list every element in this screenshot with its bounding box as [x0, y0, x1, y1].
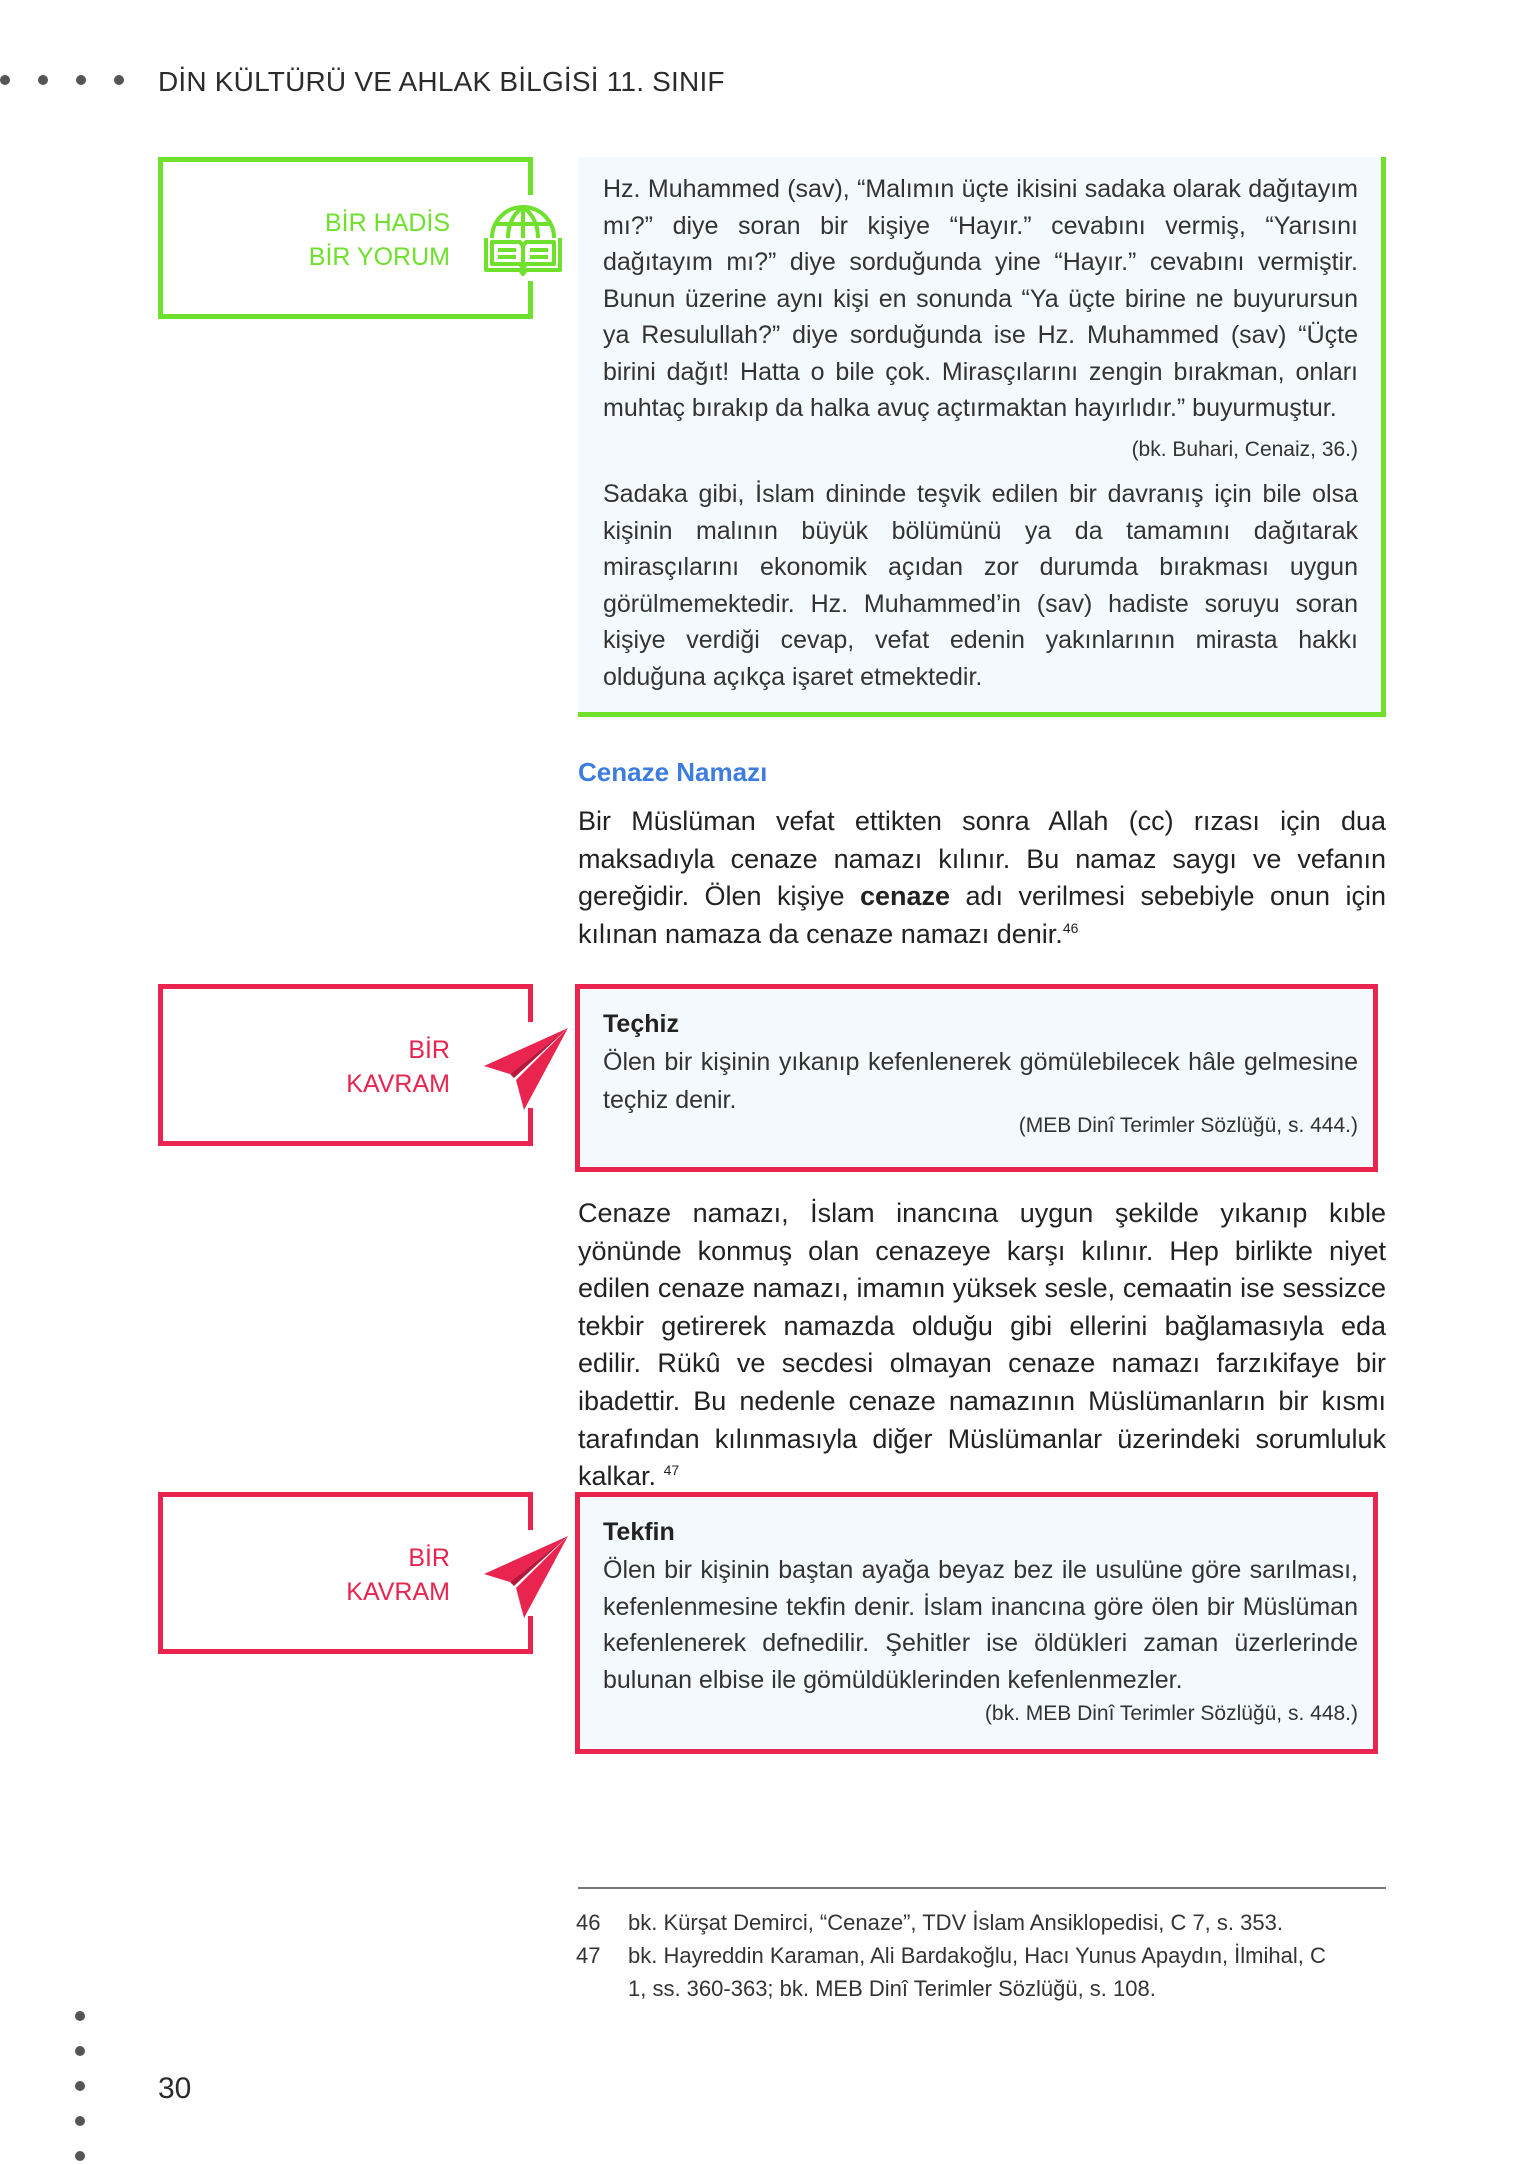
kavram2-source: (bk. MEB Dinî Terimler Sözlüğü, s. 448.)	[984, 1702, 1358, 1725]
kavram2-label-line2: KAVRAM	[346, 1578, 450, 1606]
hadis-label-line1: BİR HADİS	[324, 209, 450, 237]
globe-book-icon	[480, 198, 566, 287]
footnote-number: 46	[576, 1910, 601, 1935]
kavram1-label-line1: BİR	[408, 1036, 450, 1064]
section-title: Cenaze Namazı	[578, 757, 768, 787]
kavram2-definition: Ölen bir kişinin baştan ayağa beyaz bez ile usulüne göre sarılması, kefenlenmesine tekfin denir. İslam inancına göre ölen bir Müslüman kefenlenerek defnedilir. Şehitler ise öldükleri zaman üzerlerinde bulunan elbise ile gömüldüklerinden kefenlenmezler.	[603, 1556, 1358, 1694]
kavram2-term: Tekfin	[603, 1518, 675, 1546]
kavram1-definition: Ölen bir kişinin yıkanıp kefenlenerek gömülebilecek hâle gelmesine teçhiz denir.	[603, 1048, 1358, 1114]
footnote-divider	[578, 1887, 1386, 1889]
hadis-comment: Sadaka gibi, İslam dininde teşvik edilen bir davranış için bile olsa kişinin malının büyük bölümünü ya da tamamını dağıtarak mirasçılarını ekonomik açıdan zor durumda bırakması uygun görülmemektedir. Hz. Muhammed’in (sav) hadiste soruyu soran kişiye verdiği cevap, vefat edenin yakınlarının mirasta hakkı olduğuna açıkça işaret etmektedir.	[603, 480, 1358, 691]
paragraph-1-text-a: Bir Müslüman vefat ettikten sonra Allah (cc) rızası için dua maksadıyla cenaze namazı kılınır. Bu namaz saygı ve vefanın gereğidir. Ölen kişiye	[578, 806, 1386, 912]
footnote-ref-47[interactable]: 47	[663, 1462, 680, 1479]
keyword-cenaze: cenaze	[859, 881, 951, 912]
kavram2-label	[260, 1541, 450, 1609]
section-paragraph-1	[578, 803, 1386, 953]
paragraph-1-text-b: adı verilmesi sebebiyle onun için kılınan namaza da cenaze namazı denir.	[578, 881, 1386, 949]
kavram1-term: Teçhiz	[603, 1010, 679, 1038]
kavram1-label-line2: KAVRAM	[346, 1070, 450, 1098]
paper-plane-icon	[480, 1532, 572, 1627]
section-paragraph-2	[578, 1195, 1386, 1496]
paper-plane-icon	[480, 1024, 572, 1119]
footnote-text: bk. Hayreddin Karaman, Ali Bardakoğlu, Hacı Yunus Apaydın, İlmihal, C 1, ss. 360-363; bk. MEB Dinî Terimler Sözlüğü, s. 108.	[628, 1943, 1326, 2001]
footnote-number: 47	[576, 1943, 601, 1968]
paragraph-2-text: Cenaze namazı, İslam inancına uygun şekilde yıkanıp kıble yönünde konmuş olan cenazeye karşı kılınır. Hep birlikte niyet edilen cenaze namazı, imamın yüksek sesle, cemaatin ise sessizce tekbir getirerek namazda olduğu gibi ellerini bağlamasıyla eda edilir. Rükû ve secdesi olmayan cenaze namazı farzıkifaye bir ibadettir. Bu nedenle cenaze namazının Müslümanların bir kısmı tarafından kılınmasıyla diğer Müslümanlar üzerindeki sorumluluk kalkar.	[578, 1198, 1386, 1492]
footnote-ref-46[interactable]: 46	[1062, 919, 1079, 936]
hadis-source: (bk. Buhari, Cenaiz, 36.)	[1131, 438, 1358, 461]
hadis-label-line2: BİR YORUM	[308, 243, 450, 271]
kavram1-label	[260, 1033, 450, 1101]
hadis-quote: Hz. Muhammed (sav), “Malımın üçte ikisini sadaka olarak dağıtayım mı?” diye soran bir kişiye “Hayır.” cevabını vermiş, “Yarısını dağıtayım mı?” diye sorduğunda yine “Hayır.” cevabını vermiştir. Bunun üzerine aynı kişi en sonunda “Ya üçte birine ne buyurursun ya Resulullah?” diye sorduğunda ise Hz. Muhammed (sav) “Üçte birini dağıt! Hatta o bile çok. Mirasçılarını zengin bırakman, onları muhtaç bırakıp da halka avuç açtırmaktan hayırlıdır.” buyurmuştur.	[603, 175, 1358, 422]
page-number: 30	[158, 2072, 192, 2105]
kavram1-source: (MEB Dinî Terimler Sözlüğü, s. 444.)	[1018, 1114, 1358, 1137]
kavram2-label-line1: BİR	[408, 1544, 450, 1572]
hadis-label	[260, 206, 450, 274]
running-header: DİN KÜLTÜRÜ VE AHLAK BİLGİSİ 11. SINIF	[158, 66, 725, 97]
footnote-text: bk. Kürşat Demirci, “Cenaze”, TDV İslam Ansiklopedisi, C 7, s. 353.	[628, 1910, 1283, 1935]
